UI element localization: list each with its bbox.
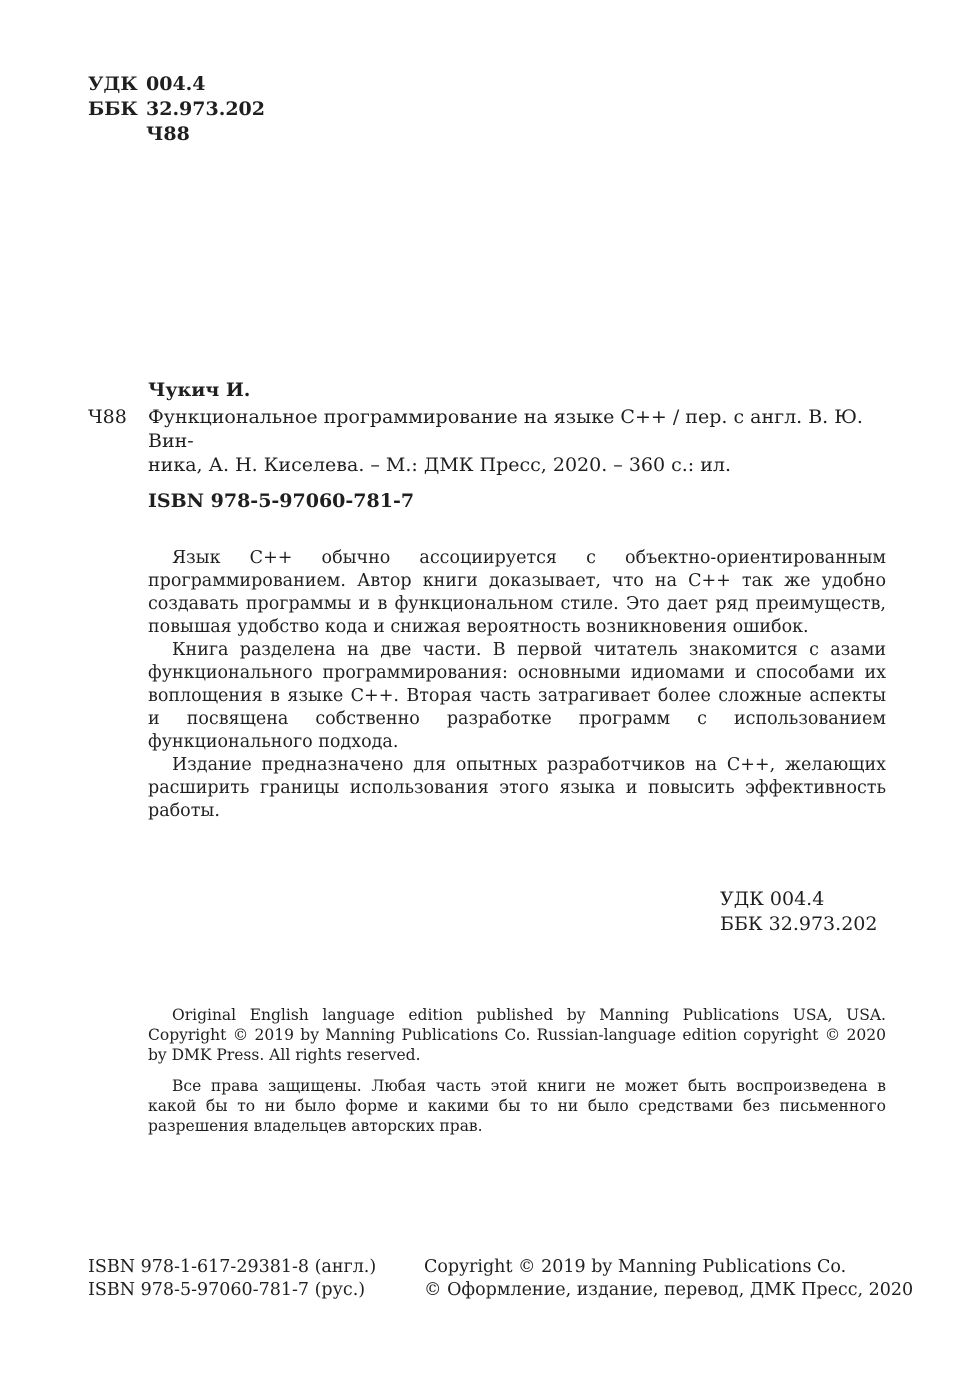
title-line: ника, А. Н. Киселева. – М.: ДМК Пресс, 2020. – 360 с.: ил. <box>148 454 732 476</box>
author-code: Ч88 <box>88 406 127 428</box>
right-udk: УДК 004.4 <box>720 888 825 910</box>
copyright-russian: Все права защищены. Любая часть этой книги не может быть воспроизведена в какой бы то ни было форме и какими бы то ни было средствами без письменного разрешения владельцев авторских прав. <box>148 1077 886 1135</box>
udk-value: 004.4 <box>146 73 206 95</box>
bibliographic-title <box>148 405 886 477</box>
right-bbk: ББК 32.973.202 <box>720 913 878 935</box>
classification-block <box>88 72 265 147</box>
right-classification <box>720 887 877 937</box>
bottom-isbn-block <box>88 1256 376 1302</box>
copyright-english: Original English language edition published by Manning Publications USA, USA. Copyright © 2019 by Manning Publications Co. Russian-language edition copyright © 2020 by DMK Press. All rights reserved. <box>148 1006 886 1064</box>
isbn-main: ISBN 978-5-97060-781-7 <box>148 490 415 512</box>
bbk-label: ББК <box>88 98 138 120</box>
copyright-manning: Copyright © 2019 by Manning Publications Co. <box>424 1257 847 1277</box>
udk-label: УДК <box>88 73 138 95</box>
author-mark-row <box>88 122 265 147</box>
title-line: Функциональное программирование на языке C++ / пер. с англ. В. Ю. Вин- <box>148 406 863 452</box>
isbn-english: ISBN 978-1-617-29381-8 (англ.) <box>88 1257 377 1277</box>
author-mark: Ч88 <box>146 123 190 145</box>
isbn-russian: ISBN 978-5-97060-781-7 (рус.) <box>88 1280 366 1300</box>
annotation-paragraph: Книга разделена на две части. В первой читатель знакомится с азами функционального программирования: основными идиомами и способами их воплощения в языке C++. Вторая часть затрагивает более сложные аспекты и посвящена собственно разработке программ с использованием функционального подхода. <box>148 640 886 752</box>
annotation <box>148 547 886 823</box>
annotation-paragraph: Язык C++ обычно ассоциируется с объектно-ориентированным программированием. Автор книги доказывает, что на C++ так же удобно создавать программы и в функциональном стиле. Это дает ряд преимуществ, повышая удобство кода и снижая вероятность возникновения ошибок. <box>148 548 886 637</box>
author-name: Чукич И. <box>148 379 251 401</box>
udk-row <box>88 72 265 97</box>
bbk-value: 32.973.202 <box>146 98 265 120</box>
copyright-dmk: © Оформление, издание, перевод, ДМК Пресс, 2020 <box>424 1280 914 1300</box>
bbk-row <box>88 97 265 122</box>
bottom-copyright-block <box>424 1256 913 1302</box>
annotation-paragraph: Издание предназначено для опытных разработчиков на C++, желающих расширить границы использования этого языка и повысить эффективность работы. <box>148 755 886 821</box>
